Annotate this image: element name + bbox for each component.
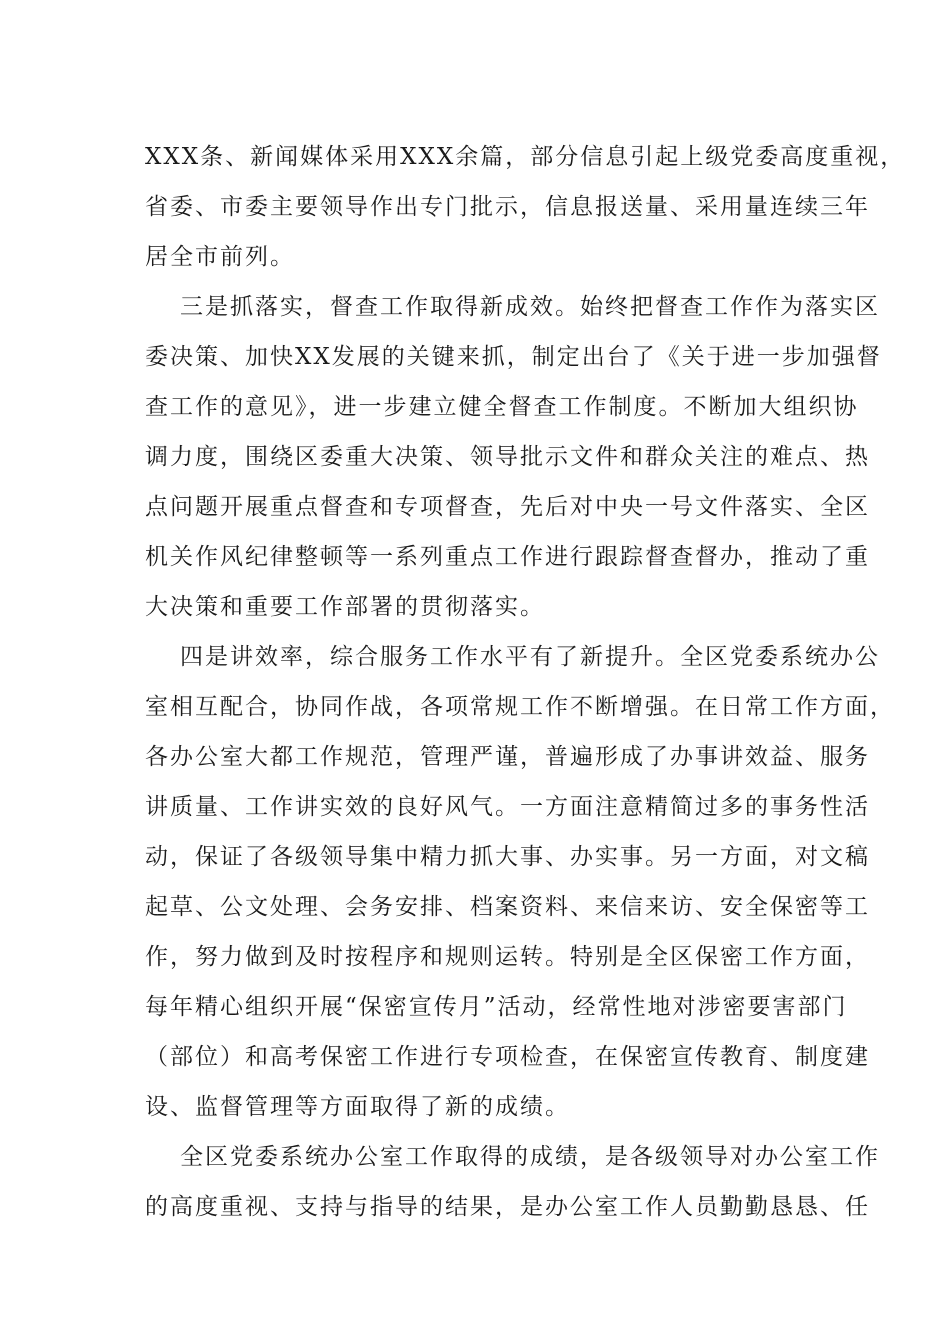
text-line: XXX条、新闻媒体采用XXX余篇，部分信息引起上级党委高度重视， bbox=[145, 144, 906, 170]
text-line: 各办公室大都工作规范，管理严谨，普遍形成了办事讲效益、服务 bbox=[145, 744, 870, 770]
text-line: 讲质量、工作讲实效的良好风气。一方面注意精简过多的事务性活 bbox=[145, 794, 870, 820]
text-line: 居全市前列。 bbox=[145, 244, 295, 270]
text-line: 四是讲效率，综合服务工作水平有了新提升。全区党委系统办公 bbox=[180, 644, 880, 670]
paragraph-conclusion bbox=[145, 1132, 880, 1232]
text-line: 大决策和重要工作部署的贯彻落实。 bbox=[145, 594, 545, 620]
text-line: 起草、公文处理、会务安排、档案资料、来信来访、安全保密等工 bbox=[145, 894, 870, 920]
text-line: （部位）和高考保密工作进行专项检查，在保密宣传教育、制度建 bbox=[145, 1044, 870, 1070]
text-line: 委决策、加快XX发展的关键来抓，制定出台了《关于进一步加强督 bbox=[145, 344, 882, 370]
text-line: 动，保证了各级领导集中精力抓大事、办实事。另一方面，对文稿 bbox=[145, 844, 870, 870]
text-line: 点问题开展重点督查和专项督查，先后对中央一号文件落实、全区 bbox=[145, 494, 870, 520]
paragraph-supervision bbox=[145, 282, 882, 632]
document-body bbox=[145, 132, 906, 1232]
text-line: 机关作风纪律整顿等一系列重点工作进行跟踪督查督办，推动了重 bbox=[145, 544, 870, 570]
paragraph-info-results bbox=[145, 132, 906, 282]
text-line: 查工作的意见》，进一步建立健全督查工作制度。不断加大组织协 bbox=[145, 394, 859, 420]
text-line: 作，努力做到及时按程序和规则运转。特别是全区保密工作方面， bbox=[145, 944, 870, 970]
text-line: 的高度重视、支持与指导的结果，是办公室工作人员勤勤恳恳、任 bbox=[145, 1194, 870, 1220]
text-line: 全区党委系统办公室工作取得的成绩，是各级领导对办公室工作 bbox=[180, 1144, 880, 1170]
text-line: 三是抓落实，督查工作取得新成效。始终把督查工作作为落实区 bbox=[180, 294, 880, 320]
text-line: 室相互配合，协同作战，各项常规工作不断增强。在日常工作方面， bbox=[145, 694, 895, 720]
text-line: 调力度，围绕区委重大决策、领导批示文件和群众关注的难点、热 bbox=[145, 444, 870, 470]
paragraph-efficiency bbox=[145, 632, 895, 1132]
text-line: 省委、市委主要领导作出专门批示，信息报送量、采用量连续三年 bbox=[145, 194, 870, 220]
text-line: 每年精心组织开展“保密宣传月”活动，经常性地对涉密要害部门 bbox=[145, 994, 848, 1020]
text-line: 设、监督管理等方面取得了新的成绩。 bbox=[145, 1094, 570, 1120]
